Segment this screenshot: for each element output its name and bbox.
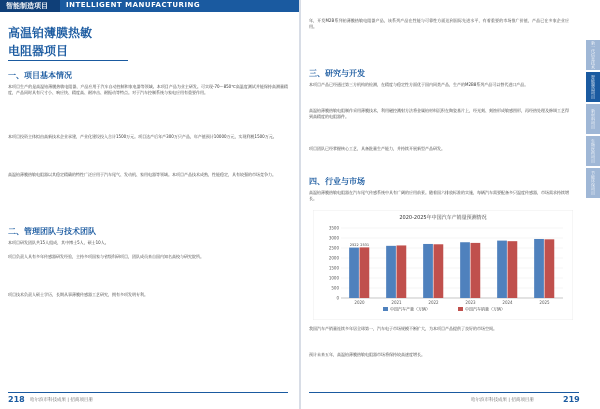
right-page — [301, 0, 600, 409]
paragraph: 项目团队已经掌握核心工艺，具备批量生产能力，并持续开展新型产品研发。 — [309, 146, 445, 151]
side-tab[interactable]: 生物医药项目 — [586, 136, 600, 166]
page-number: 218 — [8, 395, 25, 404]
y-tick-label: 3500 — [328, 225, 339, 231]
bar — [397, 245, 407, 298]
paragraph: 预计未来五年，高温铂薄膜热敏电阻器市场将保持较高速度增长。 — [309, 352, 425, 357]
footer-divider — [8, 392, 288, 393]
paragraph: 高温铂薄膜热敏电阻制作采用薄膜技术，利用磁控溅射方法将金属铂材料沉积在陶瓷基片上，经光刻、刻蚀形成敏感图形，再经热处理及修调工艺得到高精度的电阻器件。 — [309, 108, 569, 119]
footer-divider — [309, 392, 579, 393]
bar — [471, 243, 481, 298]
data-label: 2531 — [360, 242, 370, 247]
page-number: 219 — [563, 395, 580, 404]
y-tick-label: 2000 — [328, 255, 339, 261]
x-tick-label: 2021 — [391, 300, 402, 305]
paragraph: 本项目生产的是高温铂薄膜热敏电阻器，产品应用于汽车自动控制和家电器等领域。本项目产品为业主研发。可实现-70～850℃高温度测试并能保持高测量精度，产品同时具有尺寸小、响应快、精度高、耐冲击、耐振动等特点。对于汽车控制系统与家电应用有重要作用。 — [8, 84, 288, 95]
bar — [545, 239, 555, 298]
paragraph: 项目负责人具有多年传感器研发经验，主持多项国家与省级科研项目，团队成员来自国内知名高校与研究院所。 — [8, 254, 204, 259]
section-title: 二、管理团队与技术团队 — [8, 227, 96, 236]
section-title: 一、项目基本情况 — [8, 71, 72, 80]
bar — [349, 248, 359, 298]
x-tick-label: 2025 — [539, 300, 550, 305]
bar — [434, 244, 444, 298]
side-tab-active[interactable]: 智能制造项目 — [586, 72, 600, 102]
bar — [386, 246, 396, 298]
x-tick-label: 2023 — [465, 300, 476, 305]
paragraph: 本项目投资主体拟由高新技术企业承建，产业化建设投入合计1500万元。项目达产后年产300万只产品，年产值预计10000万元，实现利税1500万元。 — [8, 134, 277, 139]
header-category-cn: 智能制造项目 — [6, 2, 48, 10]
title-divider — [8, 60, 128, 61]
paragraph: 项目技术负责人硕士学历，长期从事薄膜传感器工艺研究，拥有多项发明专利。 — [8, 292, 148, 297]
y-tick-label: 0 — [336, 295, 339, 301]
bar — [460, 242, 470, 298]
page-subtitle: 电阻器项目 — [8, 44, 69, 58]
legend-swatch — [383, 307, 388, 311]
footer-text: 哈尔滨市科技成果 | 招商项目册 — [30, 398, 93, 403]
x-tick-label: 2024 — [502, 300, 513, 305]
bar — [423, 244, 433, 298]
y-tick-label: 1500 — [328, 265, 339, 271]
header-category-en: INTELLIGENT MANUFACTURING — [66, 1, 201, 9]
paragraph: 我国汽车产销量连续多年居全球第一，汽车电子市场规模不断扩大，为本项目产品提供了良好的市场空间。 — [309, 326, 497, 331]
bar — [360, 247, 370, 298]
paragraph: 本项目产品已经通过第三方机构的检测，在精度与稳定性方面优于国内同类产品，生产的M2B8系列产品可以替代进口产品。 — [309, 82, 529, 87]
side-tab[interactable]: 新材料项目 — [586, 104, 600, 134]
y-tick-label: 3000 — [328, 235, 339, 241]
bar — [508, 241, 518, 298]
bar — [534, 239, 544, 298]
section-title: 三、研究与开发 — [309, 69, 365, 78]
y-tick-label: 2500 — [328, 245, 339, 251]
section-title: 四、行业与市场 — [309, 177, 365, 186]
paragraph: 本项目研发团队共15人组成，其中博士5人，硕士10人。 — [8, 240, 109, 245]
footer-text: 哈尔滨市科技成果 | 招商项目册 — [471, 398, 534, 403]
legend-label: 中国汽车产量（万辆） — [390, 306, 430, 312]
header-bar — [0, 0, 299, 12]
y-tick-label: 500 — [331, 285, 339, 291]
page-title: 高温铂薄膜热敏 — [8, 26, 93, 40]
paragraph: 高温铂薄膜热敏电阻器以其稳定精确的特性广泛应用于汽车尾气、发动机、家用电器等领域。本项目产品技术成熟，性能稳定，具有较强的市场竞争力。 — [8, 172, 276, 177]
side-tabs — [586, 40, 600, 200]
x-tick-label: 2022 — [428, 300, 439, 305]
side-tab[interactable]: 新一代信息技术 — [586, 40, 600, 70]
data-label: 2522 — [349, 243, 359, 248]
chart-title: 2020-2025年中国汽车产销量预测情况 — [399, 215, 487, 221]
side-tab[interactable]: 节能环保项目 — [586, 168, 600, 198]
bar-chart — [313, 210, 573, 320]
legend-swatch — [458, 307, 463, 311]
paragraph: 高温铂薄膜热敏电阻器在汽车尾气传感系统中具有广阔的应用前景。随着国六排放标准的实施，每辆汽车需要配备多只温度传感器，市场需求持续增长。 — [309, 190, 569, 201]
paragraph: 年，开发M2B系列铂薄膜热敏电阻器产品，该系列产品在性能与可靠性方面达到国际先进水平，有着重要的市场推广价值，产品已在多家企业应用。 — [309, 18, 569, 29]
bar — [497, 241, 507, 298]
x-tick-label: 2020 — [354, 300, 365, 305]
left-page — [0, 0, 299, 409]
legend-label: 中国汽车销量（万辆） — [465, 306, 505, 312]
y-tick-label: 1000 — [328, 275, 339, 281]
